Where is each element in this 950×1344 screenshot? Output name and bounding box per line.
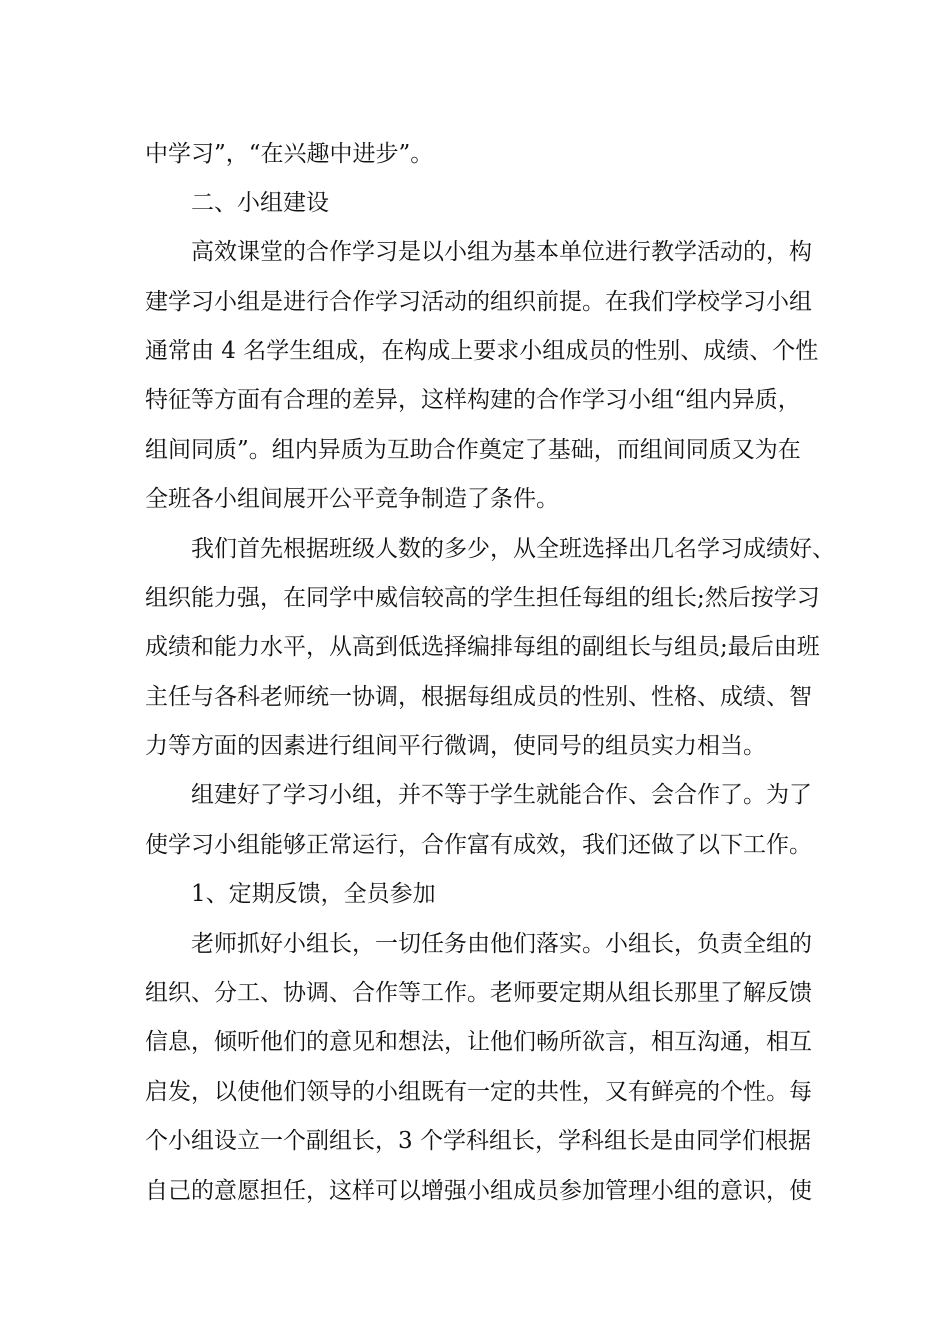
subsection-heading: 1、定期反馈，全员参加 [191,881,436,907]
text-line: 力等方面的因素进行组间平行微调，使同号的组员实力相当。 [145,733,766,759]
text-line: 成绩和能力水平，从高到低选择编排每组的副组长与组员;最后由班 [145,634,820,660]
text-line: 建学习小组是进行合作学习活动的组织前提。在我们学校学习小组 [145,289,812,315]
text-line: 主任与各科老师统一协调，根据每组成员的性别、性格、成绩、智 [145,684,812,710]
text-line: 组织能力强，在同学中威信较高的学生担任每组的组长;然后按学习 [145,585,820,611]
text-line: 启发，以使他们领导的小组既有一定的共性，又有鲜亮的个性。每 [145,1079,812,1105]
text-line: 组织、分工、协调、合作等工作。老师要定期从组长那里了解反馈 [145,980,812,1006]
text-line: 个小组设立一个副组长，3 个学科组长，学科组长是由同学们根据 [145,1128,811,1154]
text-line: 组建好了学习小组，并不等于学生就能合作、会合作了。为了 [191,782,812,808]
text-line: 组间同质”。组内异质为互助合作奠定了基础，而组间同质又为在 [145,437,801,463]
text-line: 高效课堂的合作学习是以小组为基本单位进行教学活动的，构 [191,239,812,265]
text-line: 通常由 4 名学生组成，在构成上要求小组成员的性别、成绩、个性 [145,338,819,364]
text-line: 信息，倾听他们的意见和想法，让他们畅所欲言，相互沟通，相互 [145,1029,812,1055]
text-line: 中学习”，“在兴趣中进步”。 [145,141,434,167]
text-line: 自己的意愿担任，这样可以增强小组成员参加管理小组的意识，使 [145,1178,812,1204]
text-line: 特征等方面有合理的差异，这样构建的合作学习小组“组内异质， [145,387,801,413]
text-line: 我们首先根据班级人数的多少，从全班选择出几名学习成绩好、 [191,536,835,562]
text-line: 使学习小组能够正常运行，合作富有成效，我们还做了以下工作。 [145,832,812,858]
text-line: 全班各小组间展开公平竞争制造了条件。 [145,486,559,512]
section-heading: 二、小组建设 [191,190,329,216]
text-line: 老师抓好小组长，一切任务由他们落实。小组长，负责全组的 [191,931,812,957]
